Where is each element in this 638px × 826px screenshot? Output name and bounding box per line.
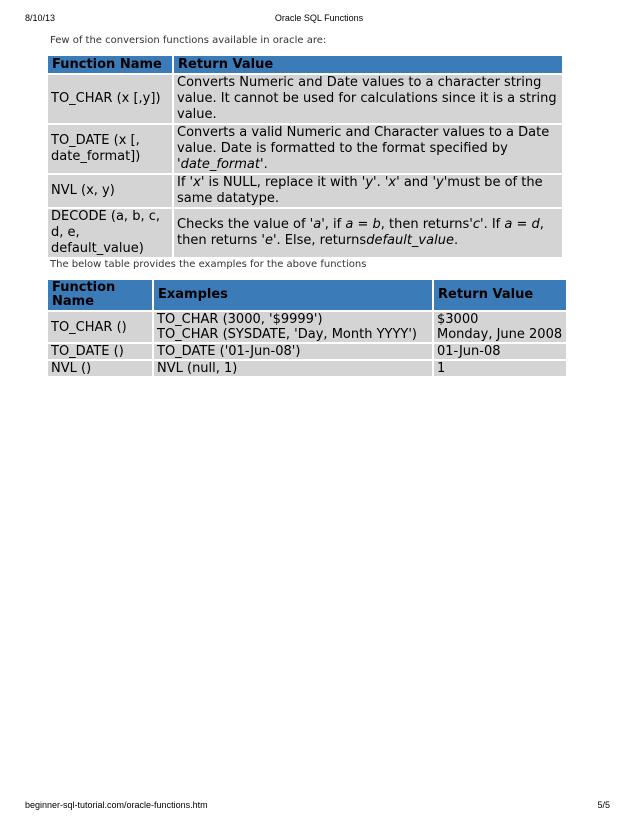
- print-title: Oracle SQL Functions: [274, 13, 364, 23]
- examples-cell: NVL (null, 1): [154, 361, 432, 376]
- column-header: Return Value: [174, 56, 562, 73]
- return-value-cell: Converts a valid Numeric and Character values to a Date value. Date is formatted to the format specified by 'date_format'.: [174, 125, 562, 173]
- table-row: [48, 361, 566, 376]
- table-row: [48, 125, 562, 173]
- table-row: [48, 344, 566, 359]
- function-name-cell: TO_DATE (): [48, 344, 152, 359]
- column-header: Function Name: [48, 280, 152, 310]
- intro-text: Few of the conversion functions available in oracle are:: [50, 35, 327, 46]
- return-value-cell: Converts Numeric and Date values to a character string value. It cannot be used for calculations since it is a string value.: [174, 75, 562, 123]
- column-header: Function Name: [48, 56, 172, 73]
- return-value-cell: Checks the value of 'a', if a = b, then returns'c'. If a = d, then returns 'e'. Else, returnsdefault_value.: [174, 209, 562, 257]
- column-header: Return Value: [434, 280, 566, 310]
- print-url: beginner-sql-tutorial.com/oracle-functions.htm: [25, 800, 208, 810]
- return-value-cell: 1: [434, 361, 566, 376]
- function-name-cell: TO_CHAR (x [,y]): [48, 75, 172, 123]
- return-value-cell: $3000 Monday, June 2008: [434, 312, 566, 342]
- table-row: [48, 75, 562, 123]
- function-name-cell: NVL (x, y): [48, 175, 172, 207]
- table-row: [48, 175, 562, 207]
- column-header: Examples: [154, 280, 432, 310]
- examples-cell: TO_DATE ('01-Jun-08'): [154, 344, 432, 359]
- print-date: 8/10/13: [25, 13, 56, 23]
- function-name-cell: DECODE (a, b, c, d, e, default_value): [48, 209, 172, 257]
- function-name-cell: TO_DATE (x [, date_format]): [48, 125, 172, 173]
- function-name-cell: NVL (): [48, 361, 152, 376]
- function-name-cell: TO_CHAR (): [48, 312, 152, 342]
- page-number: 5/5: [597, 800, 610, 810]
- table-row: [48, 312, 566, 342]
- table-header-row: [48, 280, 566, 310]
- conversion-functions-table: [46, 54, 564, 259]
- return-value-cell: 01-Jun-08: [434, 344, 566, 359]
- return-value-cell: If 'x' is NULL, replace it with 'y'. 'x' and 'y'must be of the same datatype.: [174, 175, 562, 207]
- examples-cell: TO_CHAR (3000, '$9999') TO_CHAR (SYSDATE, 'Day, Month YYYY'): [154, 312, 432, 342]
- examples-table: [46, 278, 568, 378]
- table-header-row: [48, 56, 562, 73]
- table-row: [48, 209, 562, 257]
- examples-intro-text: The below table provides the examples for the above functions: [50, 259, 367, 270]
